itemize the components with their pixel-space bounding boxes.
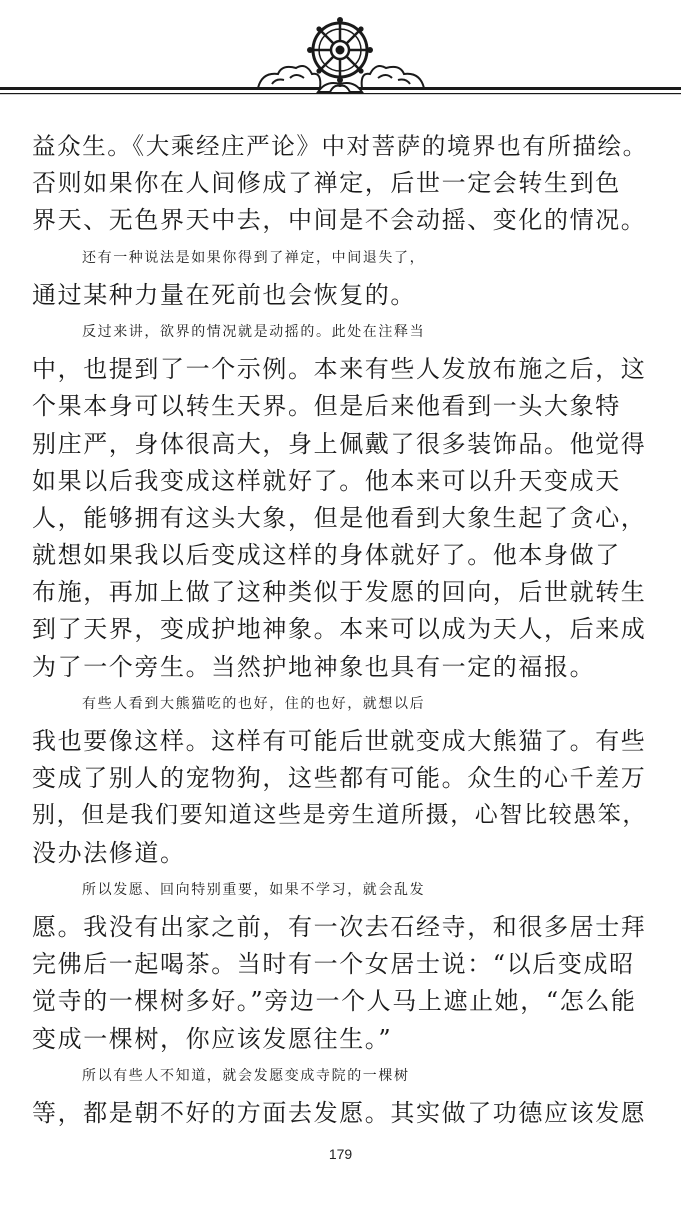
text-line: 觉寺的一棵树多好。”旁边一个人马上遮止她，“怎么能 <box>32 987 637 1016</box>
text-line: 为了一个旁生。当然护地神象也具有一定的福报。 <box>32 652 596 681</box>
paragraph <box>32 240 652 314</box>
text-line: 通过某种力量在死前也会恢复的。 <box>32 280 416 309</box>
text-line: 别，但是我们要知道这些是旁生道所摄，心智比较愚笨， <box>32 802 647 829</box>
lotus-base-icon <box>318 83 362 92</box>
text-line: 人，能够拥有这头大象，但是他看到大象生起了贪心， <box>32 503 647 532</box>
text-line: 完佛后一起喝茶。当时有一个女居士说：“以后变成昭 <box>32 950 635 979</box>
paragraph <box>32 686 652 872</box>
text-line: 布施，再加上做了这种类似于发愿的回向，后世就转生 <box>32 578 647 607</box>
text-line: 到了天界，变成护地神象。本来可以成为天人，后来成 <box>32 615 647 644</box>
text-line: 就想如果我以后变成这样的身体就好了。他本身做了 <box>32 541 621 570</box>
paragraph <box>32 1058 652 1132</box>
text-line: 如果以后我变成这样就好了。他本来可以升天变成天 <box>32 466 621 495</box>
text-line: 愿。我没有出家之前，有一次去石经寺，和很多居士拜 <box>32 912 647 941</box>
text-line: 我也要像这样。这样有可能后世就变成大熊猫了。有些 <box>32 727 647 755</box>
header-ornament <box>0 0 681 120</box>
text-line: 个果本身可以转生天界。但是后来他看到一头大象特 <box>32 392 621 421</box>
page-header <box>0 0 681 120</box>
text-line: 等，都是朝不好的方面去发愿。其实做了功德应该发愿 <box>32 1098 647 1127</box>
text-line: 反过来讲，欲界的情况就是动摇的。此处在注释当 <box>82 323 426 340</box>
paragraph <box>32 314 652 686</box>
text-line: 别庄严，身体很高大，身上佩戴了很多装饰品。他觉得 <box>32 429 647 458</box>
text-line: 所以发愿、回向特别重要，如果不学习，就会乱发 <box>82 881 426 898</box>
dharma-wheel-icon <box>307 17 373 83</box>
text-line: 中，也提到了一个示例。本来有些人发放布施之后，这 <box>32 355 647 384</box>
text-line: 没办法修道。 <box>32 838 186 867</box>
paragraph <box>32 128 652 240</box>
text-line: 所以有些人不知道，就会发愿变成寺院的一棵树 <box>82 1067 410 1084</box>
paragraph <box>32 872 652 1058</box>
text-line: 界天、无色界天中去，中间是不会动摇、变化的情况。 <box>32 206 647 235</box>
cloud-scroll-right-icon <box>362 66 424 88</box>
cloud-scroll-left-icon <box>258 66 320 88</box>
text-line: 还有一种说法是如果你得到了禅定，中间退失了， <box>82 249 426 266</box>
text-line: 变成了别人的宠物狗，这些都有可能。众生的心千差万 <box>32 764 647 793</box>
body-text <box>32 128 652 1132</box>
text-line: 有些人看到大熊猫吃的也好，住的也好，就想以后 <box>82 695 426 712</box>
text-line: 变成一棵树，你应该发愿往生。” <box>32 1024 393 1053</box>
text-line: 益众生。《大乘经庄严论》中对菩萨的境界也有所描绘。 <box>32 132 648 160</box>
page-number: 179 <box>328 1146 353 1162</box>
text-line: 否则如果你在人间修成了禅定，后世一定会转生到色 <box>32 169 621 198</box>
